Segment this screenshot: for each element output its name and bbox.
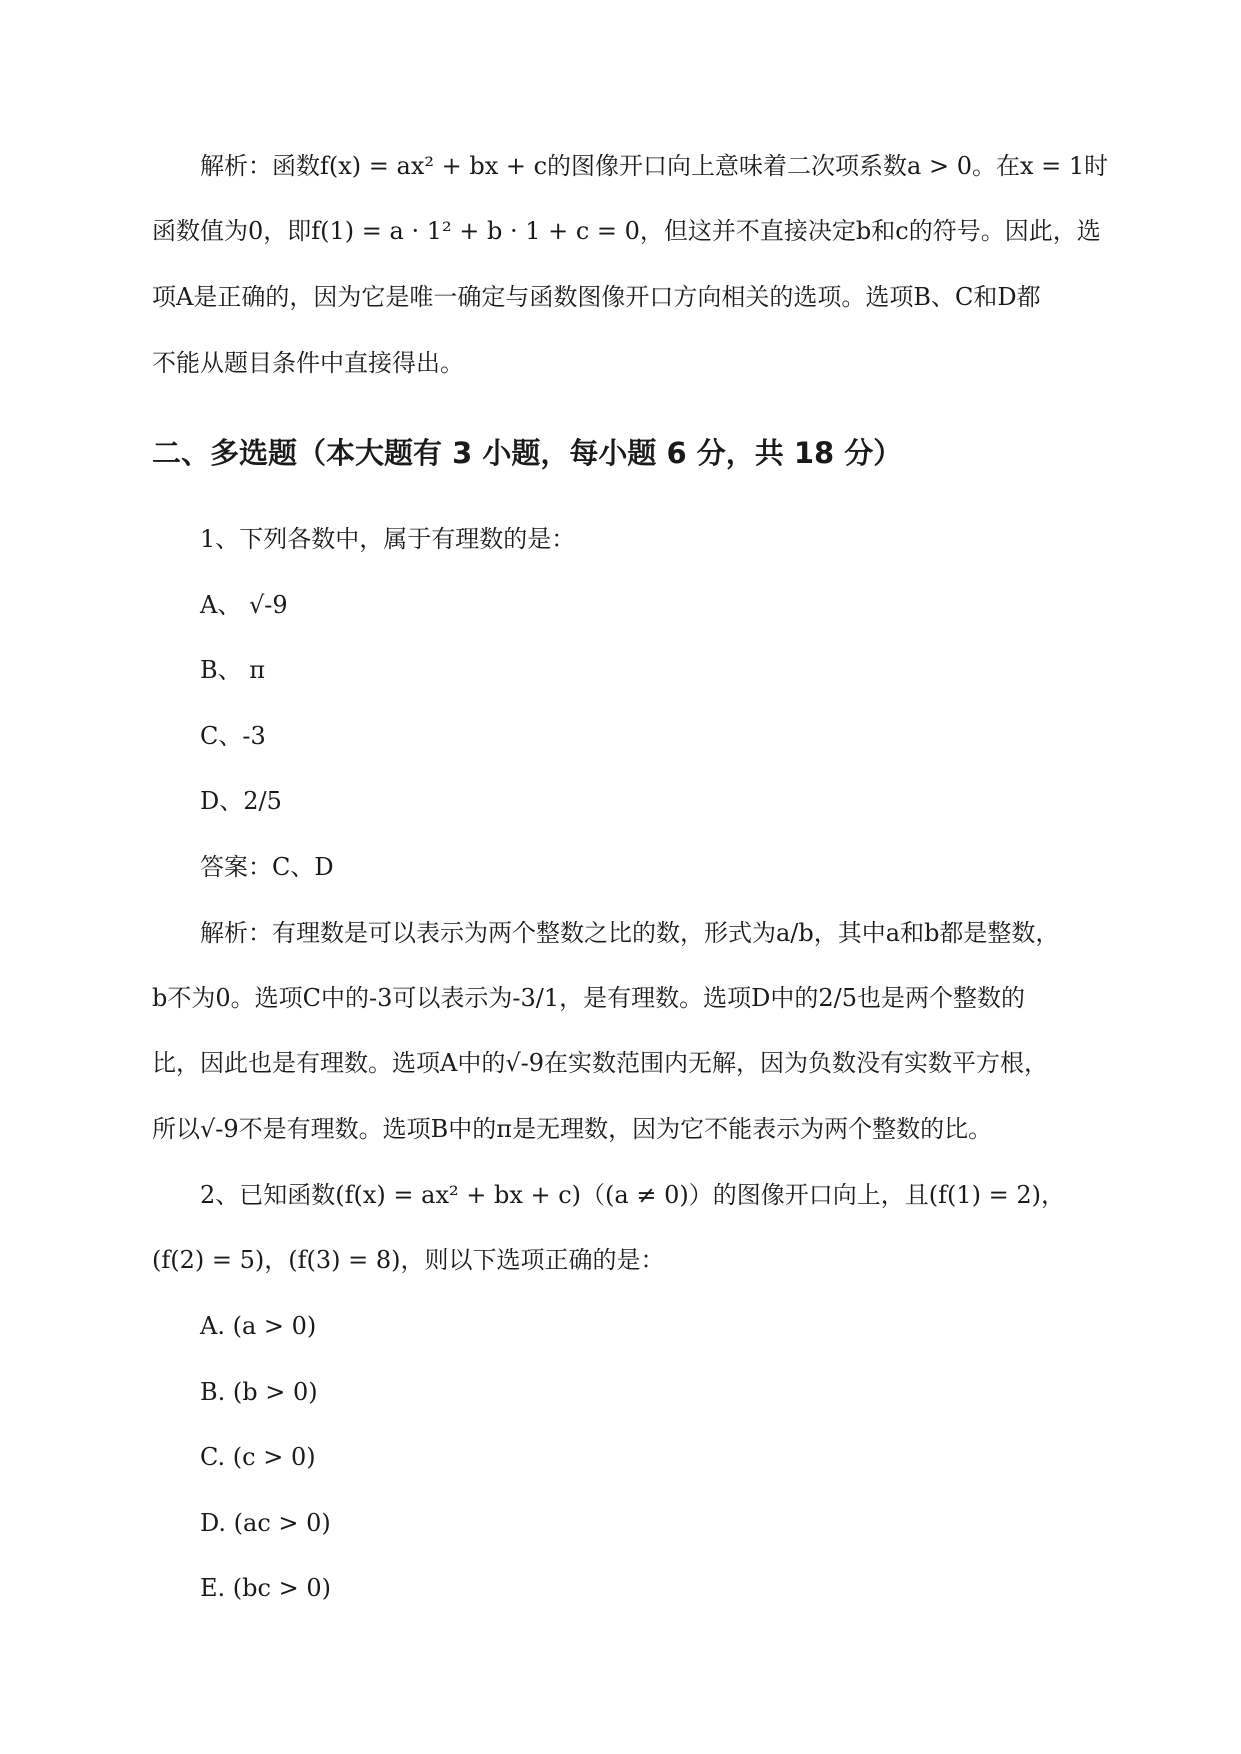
q2-option-e: E. (bc > 0) bbox=[200, 1574, 331, 1602]
analysis1-line-1: 解析：函数f(x) = ax² + bx + c的图像开口向上意味着二次项系数a > 0。在x = 1时 bbox=[200, 152, 1109, 180]
analysis1-line-4: 不能从题目条件中直接得出。 bbox=[152, 349, 464, 377]
q1-option-a: A、 √-9 bbox=[200, 591, 288, 619]
q1-analysis-line-3: 比，因此也是有理数。选项A中的√-9在实数范围内无解，因为负数没有实数平方根， bbox=[152, 1049, 1049, 1077]
q1-answer: 答案：C、D bbox=[200, 853, 334, 881]
analysis1-line-2: 函数值为0，即f(1) = a · 1² + b · 1 + c = 0，但这并不直接决定b和c的符号。因此，选 bbox=[152, 217, 1101, 245]
q2-stem-line-1: 2、已知函数(f(x) = ax² + bx + c)（(a ≠ 0)）的图像开口向上，且(f(1) = 2)， bbox=[200, 1181, 1065, 1209]
q1-option-b: B、 π bbox=[200, 656, 266, 684]
q1-analysis-line-2: b不为0。选项C中的-3可以表示为-3/1，是有理数。选项D中的2/5也是两个整数的 bbox=[152, 984, 1025, 1012]
q2-option-c: C. (c > 0) bbox=[200, 1443, 316, 1471]
section-heading: 二、多选题（本大题有 3 小题，每小题 6 分，共 18 分） bbox=[152, 436, 903, 470]
q2-option-b: B. (b > 0) bbox=[200, 1378, 318, 1406]
q2-option-d: D. (ac > 0) bbox=[200, 1509, 331, 1537]
q1-analysis-line-1: 解析：有理数是可以表示为两个整数之比的数，形式为a/b，其中a和b都是整数， bbox=[200, 919, 1060, 947]
analysis1-line-3: 项A是正确的，因为它是唯一确定与函数图像开口方向相关的选项。选项B、C和D都 bbox=[152, 283, 1041, 311]
q2-option-a: A. (a > 0) bbox=[200, 1312, 317, 1340]
q1-option-d: D、2/5 bbox=[200, 787, 282, 815]
q1-option-c: C、-3 bbox=[200, 722, 266, 750]
q1-stem: 1、下列各数中，属于有理数的是： bbox=[200, 525, 576, 553]
q2-stem-line-2: (f(2) = 5)，(f(3) = 8)，则以下选项正确的是： bbox=[152, 1246, 665, 1274]
q1-analysis-line-4: 所以√-9不是有理数。选项B中的π是无理数，因为它不能表示为两个整数的比。 bbox=[152, 1115, 993, 1143]
